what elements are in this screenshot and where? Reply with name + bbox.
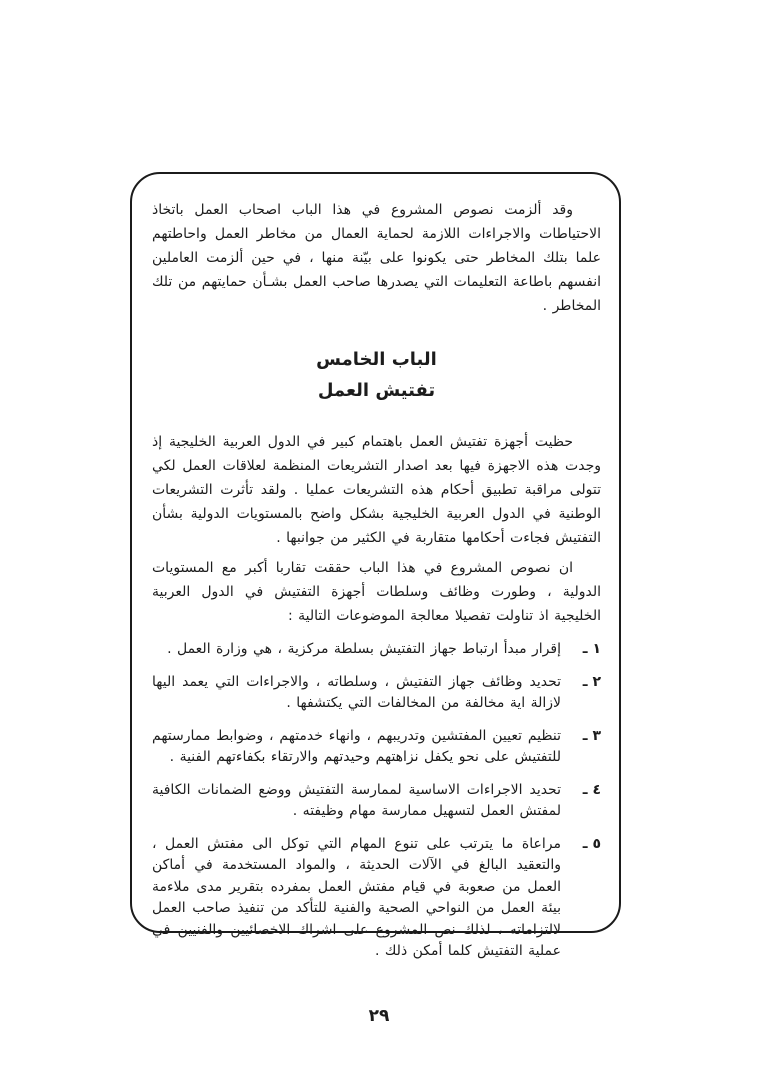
list-item-number: ٥ ـ: [582, 835, 601, 852]
section-title: تفتيش العمل: [317, 380, 436, 401]
list-item-text: إقرار مبدأ ارتباط جهاز التفتيش بسلطة مركزية ، هي وزارة العمل .: [167, 641, 561, 657]
list-item-text: مراعاة ما يترتب على تنوع المهام التي توكل الى مفتش العمل ، والتعقيد البالغ في الآلات الحديثة ، والمواد المستخدمة في أماكن العمل من صعوبة في قيام مفتش العمل بمفرده بتقرير مدى ملاءمة بيئة العمل من النواحي الصحية والفنية للتأكد من تنفيذ صاحب العمل لالتزاماته ، لذلك نص المشروع على اشراك الاخصائيين والفنيين في عملية التفتيش كلما أمكن ذلك .: [152, 835, 561, 959]
body-paragraph: حظيت أجهزة تفتيش العمل باهتمام كبير في الدول العربية الخليجية إذ وجدت هذه الاجهزة فيها بعد اصدار التشريعات المنظمة لعلاقات العمل لكي تتولى مراقبة تطبيق أحكام هذه التشريعات عمليا . ولقد تأثرت التشريعات الوطنية في الدول العربية الخليجية بشكل واضح بالمستويات الدولية بشأن التفتيش فجاءت أحكامها متقاربة في الكثير من جوانبها .: [152, 434, 601, 546]
intro-paragraph: وقد ألزمت نصوص المشروع في هذا الباب اصحاب العمل باتخاذ الاحتياطات والاجراءات اللازمة لحماية العمال من مخاطر العمل واحاطتهم علما بتلك المخاطر حتى يكونوا على بيّنة منها ، في حين ألزمت العاملين انفسهم باطاعة التعليمات التي يصدرها صاحب العمل بشـأن حمايتهم من تلك المخاطر .: [152, 202, 601, 314]
list-item: [152, 780, 601, 823]
list-item: [152, 672, 601, 715]
chapter-title: الباب الخامس: [316, 349, 437, 370]
chapter-heading: [152, 344, 601, 406]
body-paragraph: ان نصوص المشروع في هذا الباب حققت تقاربا أكبر مع المستويات الدولية ، وطورت وظائف وسلطات أجهزة التفتيش في الدول العربية الخليجية اذ تناولت تفصيلا معالجة الموضوعات التالية :: [152, 560, 601, 624]
list-item-text: تنظيم تعيين المفتشين وتدريبهم ، وانهاء خدمتهم ، وضوابط ممارستهم للتفتيش على نحو يكفل نزاهتهم وحيدتهم والارتقاء بكفاءتهم الفنية .: [152, 727, 561, 765]
page-border: [130, 172, 621, 959]
numbered-list: [152, 639, 601, 963]
list-item-number: ١ ـ: [582, 641, 601, 657]
list-item: [152, 726, 601, 769]
list-item: [152, 834, 601, 963]
list-item: [152, 639, 601, 661]
list-item-number: ٤ ـ: [582, 781, 601, 798]
list-item-number: ٣ ـ: [582, 727, 601, 744]
page-number: ٢٩: [368, 1006, 390, 1026]
list-item-text: تحديد الاجراءات الاساسية لممارسة التفتيش ووضع الضمانات الكافية لمفتش العمل لتسهيل ممارسة مهام وظيفته .: [152, 781, 561, 819]
list-item-number: ٢ ـ: [582, 673, 601, 690]
list-item-text: تحديد وظائف جهاز التفتيش ، وسلطاته ، والاجراءات التي يعمد اليها لازالة اية مخالفة من المخالفات التي يكتشفها .: [152, 673, 561, 711]
